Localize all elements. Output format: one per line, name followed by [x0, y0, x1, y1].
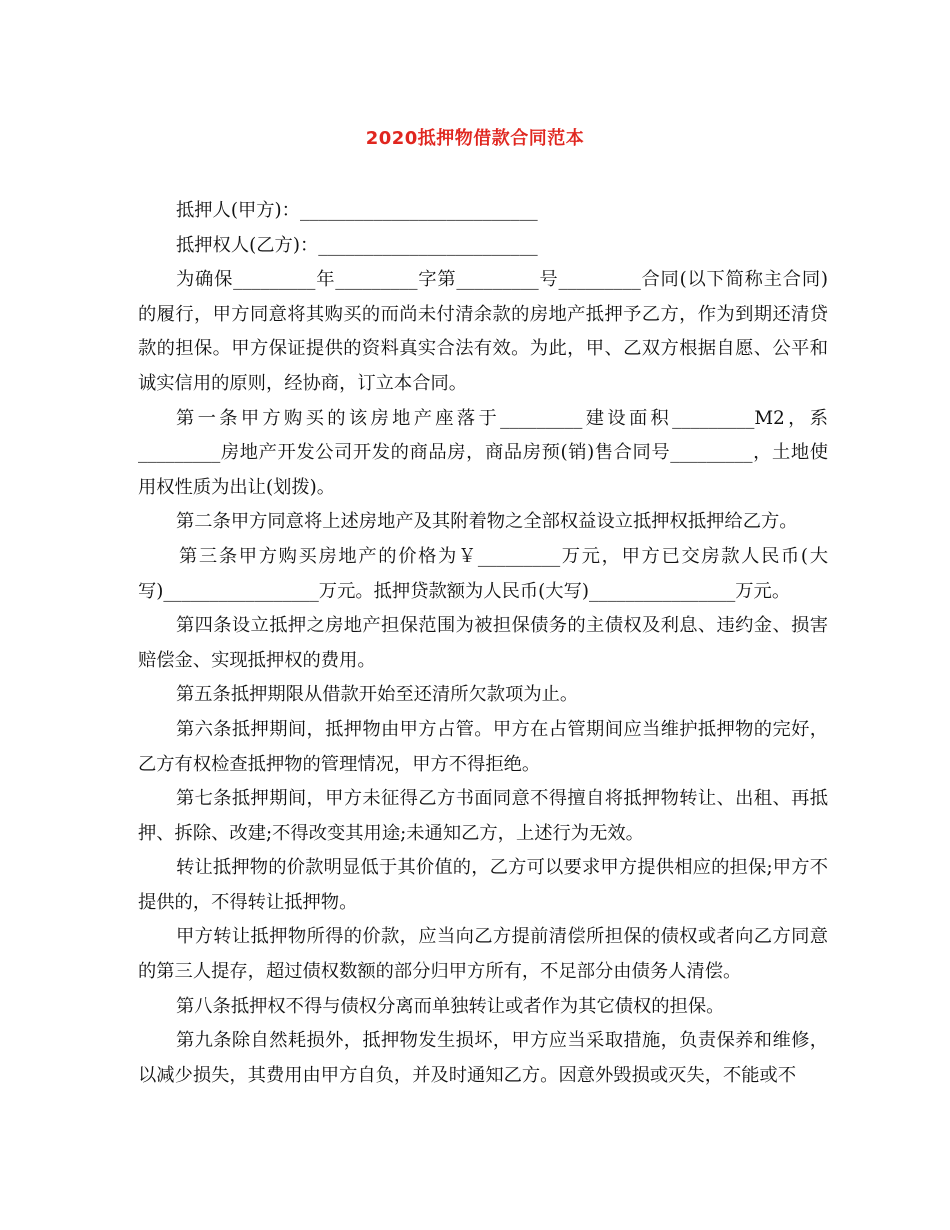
document-body [138, 194, 828, 1093]
party-a-line: 抵押人(甲方)：__________________________ [176, 200, 538, 221]
paragraph-article-6: 第六条抵押期间，抵押物由甲方占管。甲方在占管期间应当维护抵押物的完好，乙方有权检查抵押物的管理情况，甲方不得拒绝。 [138, 718, 828, 775]
paragraph-article-4: 第四条设立抵押之房地产担保范围为被担保债务的主债权及利息、违约金、损害赔偿金、实现抵押权的费用。 [138, 615, 828, 671]
paragraph-article-2: 第二条甲方同意将上述房地产及其附着物之全部权益设立抵押权抵押给乙方。 [176, 511, 798, 533]
paragraph-article-3: 第三条甲方购买房地产的价格为￥_________万元，甲方已交房款人民币(大写)_________________万元。抵押贷款额为人民币(大写)________________万元。 [138, 545, 828, 602]
paragraph-article-7: 第七条抵押期间，甲方未征得乙方书面同意不得擅自将抵押物转让、出租、再抵押、拆除、改建;不得改变其用途;未通知乙方，上述行为无效。 [138, 788, 828, 844]
document-title: 2020抵押物借款合同范本 [365, 128, 585, 149]
paragraph-article-9: 第九条除自然耗损外，抵押物发生损坏，甲方应当采取措施，负责保养和维修，以减少损失，其费用由甲方自负，并及时通知乙方。因意外毁损或灭失，不能或不 [138, 1030, 828, 1086]
party-b-line: 抵押权人(乙方)：________________________ [176, 234, 538, 256]
paragraph-article-8: 第八条抵押权不得与债权分离而单独转让或者作为其它债权的担保。 [176, 995, 725, 1017]
paragraph-article-1: 第一条甲方购买的该房地产座落于_________建设面积_________M2，系_________房地产开发公司开发的商品房，商品房预(销)售合同号_________，土地使用权性质为出让(划拨)。 [138, 407, 828, 498]
paragraph-article-7-transfer-price: 转让抵押物的价款明显低于其价值的，乙方可以要求甲方提供相应的担保;甲方不提供的，不得转让抵押物。 [138, 857, 828, 913]
paragraph-preamble: 为确保_________年_________字第_________号_________合同(以下简称主合同)的履行，甲方同意将其购买的而尚未付清余款的房地产抵押予乙方，作为到期还清贷款的担保。甲方保证提供的资料真实合法有效。为此，甲、乙双方根据自愿、公平和诚实信用的原则，经协商，订立本合同。 [138, 269, 828, 394]
paragraph-article-7-proceeds: 甲方转让抵押物所得的价款，应当向乙方提前清偿所担保的债权或者向乙方同意的第三人提存，超过债权数额的部分归甲方所有，不足部分由债务人清偿。 [138, 926, 828, 983]
paragraph-article-5: 第五条抵押期限从借款开始至还清所欠款项为止。 [176, 684, 579, 706]
